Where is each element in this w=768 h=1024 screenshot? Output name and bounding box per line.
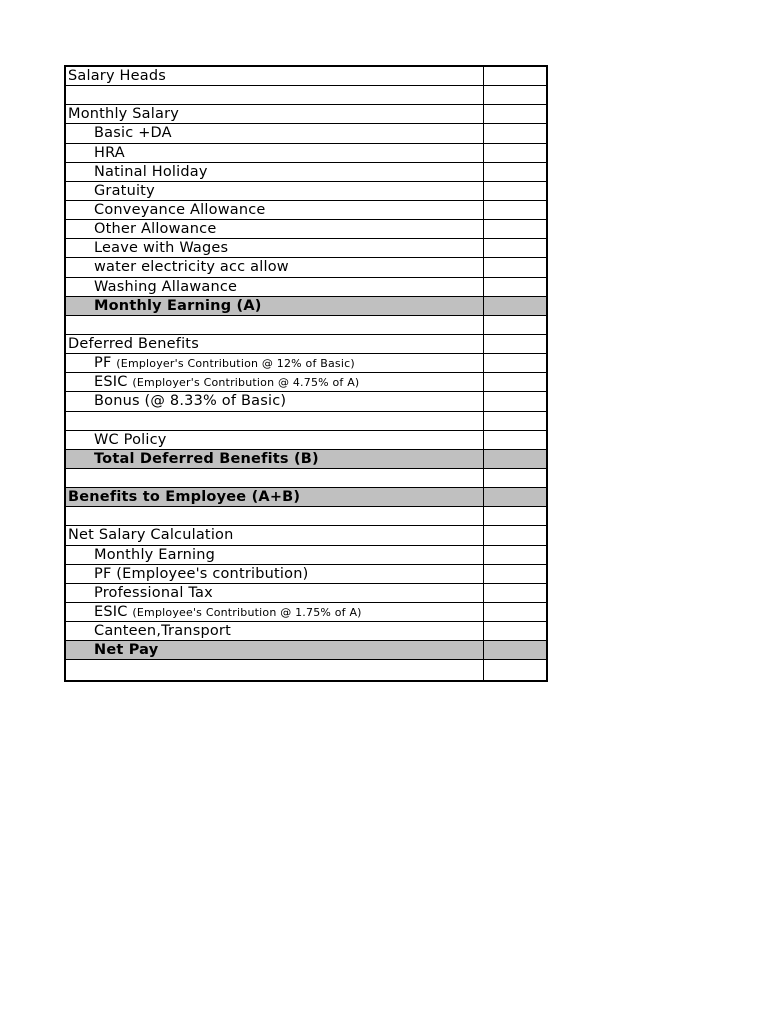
amount-cell[interactable]: [484, 278, 546, 296]
salary-head-cell[interactable]: [66, 182, 484, 200]
table-row: [66, 335, 546, 354]
table-row: [66, 412, 546, 431]
salary-head-cell[interactable]: [66, 105, 484, 123]
table-row: [66, 316, 546, 335]
table-row: [66, 182, 546, 201]
salary-head-label: PF: [94, 355, 112, 372]
amount-cell[interactable]: [484, 182, 546, 200]
amount-cell[interactable]: [484, 144, 546, 162]
table-row: [66, 660, 546, 679]
amount-cell[interactable]: [484, 335, 546, 353]
salary-head-label: Benefits to Employee (A+B): [68, 489, 301, 506]
salary-head-cell[interactable]: [66, 258, 484, 276]
salary-head-note: (Employer's Contribution @ 4.75% of A): [132, 376, 360, 390]
salary-table: [64, 65, 548, 682]
amount-cell[interactable]: [484, 565, 546, 583]
amount-cell[interactable]: [484, 622, 546, 640]
salary-head-cell[interactable]: [66, 220, 484, 238]
salary-head-cell[interactable]: [66, 546, 484, 564]
salary-head-cell[interactable]: [66, 67, 484, 85]
salary-head-label: Monthly Earning (A): [94, 297, 262, 314]
table-row: [66, 431, 546, 450]
salary-head-label: Monthly Earning: [94, 546, 216, 563]
salary-head-cell[interactable]: [66, 163, 484, 181]
table-row: [66, 297, 546, 316]
salary-head-cell[interactable]: [66, 641, 484, 659]
amount-cell[interactable]: [484, 603, 546, 621]
salary-head-cell[interactable]: [66, 354, 484, 372]
table-row: [66, 144, 546, 163]
salary-head-cell[interactable]: [66, 278, 484, 296]
table-row: [66, 603, 546, 622]
table-row: [66, 565, 546, 584]
salary-head-cell[interactable]: [66, 86, 484, 104]
amount-cell[interactable]: [484, 469, 546, 487]
salary-head-label: Deferred Benefits: [68, 335, 199, 352]
amount-cell[interactable]: [484, 316, 546, 334]
amount-cell[interactable]: [484, 546, 546, 564]
salary-head-note: (Employer's Contribution @ 12% of Basic): [116, 357, 355, 371]
amount-cell[interactable]: [484, 526, 546, 544]
table-row: [66, 392, 546, 411]
amount-cell[interactable]: [484, 507, 546, 525]
salary-head-cell[interactable]: [66, 431, 484, 449]
table-row: [66, 584, 546, 603]
salary-head-label: Net Salary Calculation: [68, 527, 234, 544]
salary-head-cell[interactable]: [66, 297, 484, 315]
amount-cell[interactable]: [484, 488, 546, 506]
amount-cell[interactable]: [484, 392, 546, 410]
salary-head-label: HRA: [94, 144, 125, 161]
table-row: [66, 622, 546, 641]
amount-cell[interactable]: [484, 86, 546, 104]
salary-head-cell[interactable]: [66, 239, 484, 257]
salary-head-cell[interactable]: [66, 412, 484, 430]
salary-head-label: Monthly Salary: [68, 106, 180, 123]
amount-cell[interactable]: [484, 412, 546, 430]
table-row: [66, 526, 546, 545]
table-row: [66, 163, 546, 182]
salary-head-label: Other Allowance: [94, 221, 217, 238]
amount-cell[interactable]: [484, 201, 546, 219]
table-row: [66, 546, 546, 565]
salary-head-cell[interactable]: [66, 603, 484, 621]
salary-head-label: Professional Tax: [94, 584, 213, 601]
salary-head-cell[interactable]: [66, 565, 484, 583]
salary-head-cell[interactable]: [66, 488, 484, 506]
salary-head-label: Salary Heads: [68, 68, 167, 84]
salary-head-label: WC Policy: [94, 431, 167, 448]
table-row: [66, 124, 546, 143]
amount-cell[interactable]: [484, 373, 546, 391]
salary-head-note: (Employee's Contribution @ 1.75% of A): [132, 605, 362, 619]
amount-cell[interactable]: [484, 450, 546, 468]
table-row: [66, 67, 546, 86]
amount-cell[interactable]: [484, 431, 546, 449]
amount-cell[interactable]: [484, 297, 546, 315]
salary-head-cell[interactable]: [66, 526, 484, 544]
salary-head-cell[interactable]: [66, 507, 484, 525]
amount-cell[interactable]: [484, 163, 546, 181]
amount-cell[interactable]: [484, 124, 546, 142]
table-row: [66, 86, 546, 105]
salary-head-label: water electricity acc allow: [94, 259, 289, 276]
table-row: [66, 488, 546, 507]
salary-head-cell[interactable]: [66, 373, 484, 391]
salary-head-cell[interactable]: [66, 450, 484, 468]
salary-head-label: Basic +DA: [94, 125, 172, 142]
table-row: [66, 469, 546, 488]
table-row: [66, 373, 546, 392]
amount-cell[interactable]: [484, 67, 546, 85]
amount-cell[interactable]: [484, 239, 546, 257]
amount-cell[interactable]: [484, 258, 546, 276]
amount-cell[interactable]: [484, 660, 546, 679]
table-row: [66, 220, 546, 239]
salary-head-label: Canteen,Transport: [94, 623, 231, 640]
amount-cell[interactable]: [484, 105, 546, 123]
amount-cell[interactable]: [484, 641, 546, 659]
table-row: [66, 278, 546, 297]
salary-head-label: Washing Allawance: [94, 278, 238, 295]
table-row: [66, 354, 546, 373]
salary-head-cell[interactable]: [66, 660, 484, 679]
amount-cell[interactable]: [484, 354, 546, 372]
salary-head-label: Bonus (@ 8.33% of Basic): [94, 393, 287, 410]
table-row: [66, 105, 546, 124]
salary-head-cell[interactable]: [66, 335, 484, 353]
table-row: [66, 450, 546, 469]
salary-head-cell[interactable]: [66, 316, 484, 334]
salary-head-label: PF (Employee's contribution): [94, 565, 309, 582]
salary-head-label: Natinal Holiday: [94, 163, 208, 180]
salary-head-cell[interactable]: [66, 144, 484, 162]
salary-head-label: Conveyance Allowance: [94, 201, 266, 218]
salary-head-label: ESIC: [94, 603, 128, 620]
table-row: [66, 201, 546, 220]
salary-head-cell[interactable]: [66, 392, 484, 410]
salary-head-cell[interactable]: [66, 622, 484, 640]
salary-head-label: Net Pay: [94, 642, 159, 659]
salary-head-label: ESIC: [94, 374, 128, 391]
salary-head-cell[interactable]: [66, 469, 484, 487]
table-row: [66, 641, 546, 660]
table-row: [66, 507, 546, 526]
salary-head-label: Leave with Wages: [94, 240, 229, 257]
salary-head-cell[interactable]: [66, 584, 484, 602]
salary-head-cell[interactable]: [66, 201, 484, 219]
amount-cell[interactable]: [484, 220, 546, 238]
salary-head-label: Gratuity: [94, 182, 155, 199]
salary-head-label: Total Deferred Benefits (B): [94, 450, 319, 467]
salary-head-cell[interactable]: [66, 124, 484, 142]
amount-cell[interactable]: [484, 584, 546, 602]
table-row: [66, 258, 546, 277]
table-row: [66, 239, 546, 258]
